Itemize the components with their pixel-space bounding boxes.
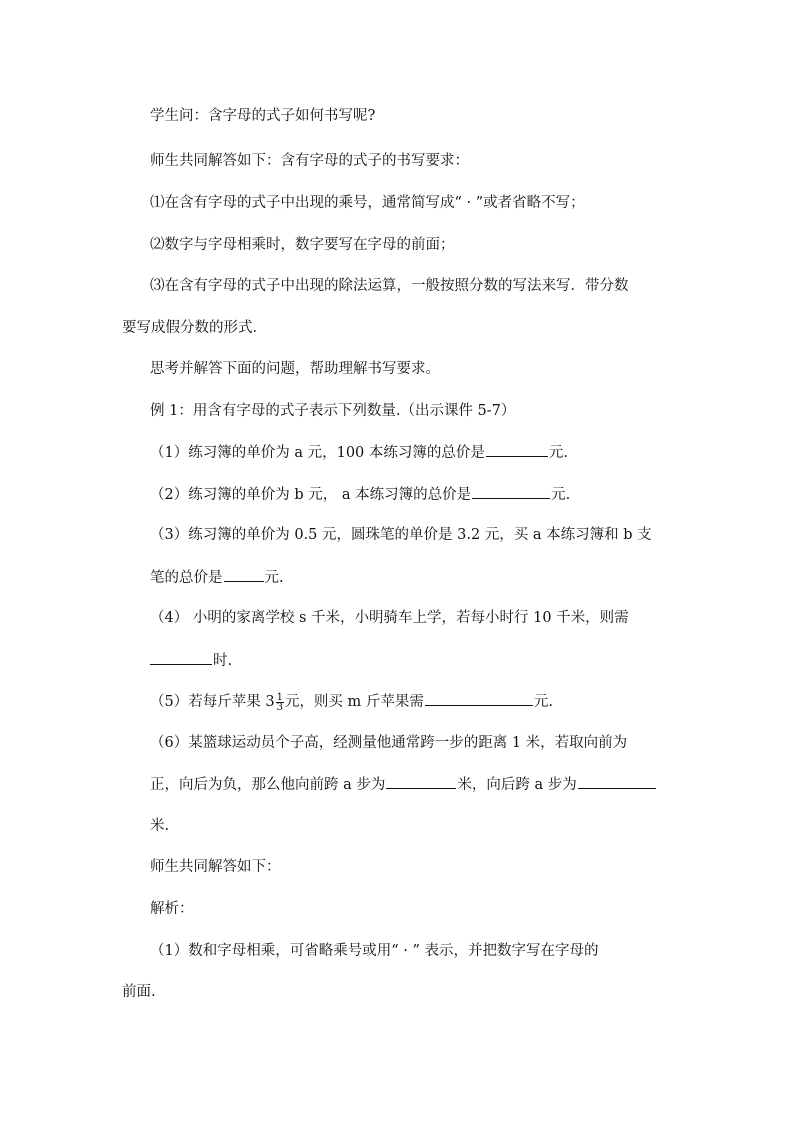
question-2-unit: 元. — [551, 487, 571, 503]
question-5-unit: 元. — [533, 694, 554, 710]
joint-answer-intro: 师生共同解答如下：含有字母的式子的书写要求： — [150, 153, 469, 169]
example-1-title: 例 1：用含有字母的式子表示下列数量.（出示课件 5-7） — [150, 403, 516, 419]
question-5 — [150, 691, 553, 712]
rule-3-part2: 要写成假分数的形式． — [122, 320, 267, 336]
question-2-text: （2）练习簿的单价为 b 元， a 本练习簿的总价是 — [150, 487, 472, 503]
question-6-text2: 米，向后跨 a 步为 — [457, 777, 577, 793]
rule-2: ⑵数字与字母相乘时，数字要写在字母的前面； — [150, 237, 455, 253]
question-6-line3: 米. — [150, 818, 170, 834]
question-1 — [150, 442, 568, 463]
fraction-denominator: 3 — [276, 701, 283, 713]
question-4-unit: 时. — [213, 653, 233, 669]
question-5-text: （5）若每斤苹果 3 — [150, 694, 275, 710]
question-3-text: 笔的总价是 — [150, 570, 223, 586]
mixed-fraction — [276, 693, 284, 712]
question-3-unit: 元. — [264, 570, 284, 586]
question-6-text: 正，向后为负，那么他向前跨 a 步为 — [150, 777, 386, 793]
question-1-unit: 元. — [548, 445, 568, 461]
analysis-1-line2: 前面. — [122, 984, 156, 1000]
question-3-line1: （3）练习簿的单价为 0.5 元，圆珠笔的单价是 3.2 元，买 a 本练习簿和 b 支 — [150, 527, 652, 543]
question-4-line2 — [150, 650, 232, 671]
answer-blank-6b[interactable] — [578, 774, 656, 789]
joint-answer-heading: 师生共同解答如下： — [150, 859, 281, 875]
think-prompt: 思考并解答下面的问题，帮助理解书写要求。 — [150, 361, 440, 377]
answer-blank-2[interactable] — [472, 484, 550, 499]
answer-blank-3[interactable] — [224, 567, 264, 582]
answer-blank-5[interactable] — [425, 691, 533, 706]
answer-blank-4[interactable] — [150, 650, 212, 665]
question-3-line2 — [150, 567, 284, 588]
question-4-line1: （4） 小明的家离学校 s 千米，小明骑车上学，若每小时行 10 千米，则需 — [150, 610, 629, 626]
rule-3-part1: ⑶在含有字母的式子中出现的除法运算，一般按照分数的写法来写．带分数 — [150, 278, 629, 294]
fraction-numerator: 1 — [276, 691, 283, 703]
question-6-line2 — [150, 774, 657, 795]
question-6-line1: （6）某篮球运动员个子高，经测量他通常跨一步的距离 1 米，若取向前为 — [150, 735, 628, 751]
question-5-text2: 元，则买 m 斤苹果需 — [284, 694, 424, 710]
analysis-heading: 解析： — [150, 901, 194, 917]
analysis-1-line1: （1）数和字母相乘，可省略乘号或用“ · ” 表示，并把数字写在字母的 — [150, 943, 599, 959]
question-1-text: （1）练习簿的单价为 a 元，100 本练习簿的总价是 — [150, 445, 485, 461]
answer-blank-1[interactable] — [486, 442, 548, 457]
rule-1: ⑴在含有字母的式子中出现的乘号，通常简写成“ · ”或者省略不写； — [150, 195, 585, 211]
answer-blank-6a[interactable] — [386, 774, 456, 789]
question-2 — [150, 484, 570, 505]
student-question: 学生问：含字母的式子如何书写呢? — [150, 108, 376, 124]
